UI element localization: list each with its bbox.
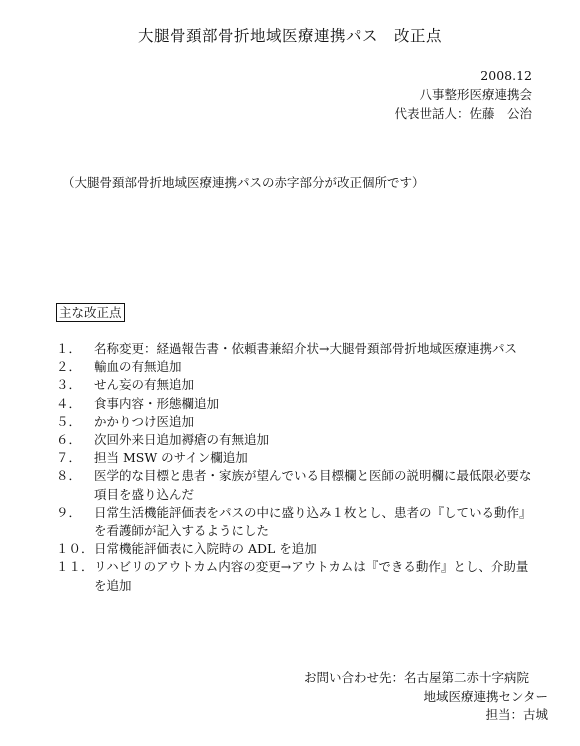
- item-number: １．: [56, 341, 82, 356]
- list-item: [56, 558, 556, 594]
- item-line: せん妄の有無追加: [94, 377, 195, 393]
- item-number: ６．: [56, 432, 82, 448]
- item-line: を看護師が記入するようにした: [94, 523, 270, 539]
- item-line: 名称変更：経過報告書・依頼書兼紹介状→大腿骨頚部骨折地域医療連携パス: [94, 341, 517, 356]
- section-heading: 主な改正点: [56, 303, 125, 322]
- item-text: [94, 395, 556, 413]
- item-line: かかりつけ医追加: [94, 413, 195, 429]
- list-item: [56, 431, 556, 449]
- item-number: ９．: [56, 504, 82, 520]
- item-text: [94, 431, 556, 449]
- item-text: [94, 413, 556, 431]
- list-item: [56, 358, 556, 376]
- item-line: リハビリのアウトカム内容の変更→アウトカムは『できる動作』とし、介助量: [94, 559, 529, 575]
- document-title: 大腿骨頚部骨折地域医療連携パス 改正点: [137, 27, 442, 45]
- item-number: ７．: [56, 450, 82, 466]
- list-item: [56, 395, 556, 413]
- list-item: [56, 340, 556, 358]
- header-info: [394, 66, 532, 123]
- item-text: [94, 558, 556, 594]
- item-text: [94, 540, 556, 558]
- list-item: [56, 413, 556, 431]
- item-text: [94, 340, 556, 358]
- item-number: ２．: [56, 359, 82, 375]
- item-text: [94, 504, 556, 540]
- item-line: 担当 MSW のサイン欄追加: [94, 450, 248, 466]
- item-line: 食事内容・形態欄追加: [94, 395, 220, 411]
- item-line: 項目を盛り込んだ: [94, 486, 195, 502]
- item-text: [94, 467, 556, 503]
- revision-note: （大腿骨頚部骨折地域医療連携パスの赤字部分が改正個所です）: [62, 175, 425, 190]
- contact-department: 地域医療連携センター: [423, 688, 548, 704]
- item-number: １１．: [56, 559, 94, 575]
- item-number: ８．: [56, 468, 82, 484]
- item-text: [94, 376, 556, 394]
- item-line: 輸血の有無追加: [94, 359, 182, 375]
- item-line: 日常生活機能評価表をパスの中に盛り込み１枚とし、患者の『している動作』: [94, 504, 532, 520]
- item-line: 医学的な目標と患者・家族が望んでいる目標欄と医師の説明欄に最低限必要な: [94, 468, 532, 484]
- item-line: 日常機能評価表に入院時の ADL を追加: [94, 541, 317, 557]
- organization-name: 八事整形医療連携会: [419, 87, 532, 102]
- list-item: [56, 467, 556, 503]
- contact-person: 担当：古城: [485, 707, 548, 722]
- contact-info: [304, 669, 550, 725]
- revision-list: [56, 340, 556, 595]
- list-item: [56, 504, 556, 540]
- item-number: １０．: [56, 541, 94, 557]
- list-item: [56, 449, 556, 467]
- item-text: [94, 449, 556, 467]
- document-date: 2008.12: [480, 68, 532, 83]
- list-item: [56, 376, 556, 394]
- item-text: [94, 358, 556, 376]
- contact-line: お問い合わせ先：名古屋第二赤十字病院: [304, 670, 530, 685]
- item-number: ５．: [56, 413, 82, 429]
- item-number: ４．: [56, 395, 82, 411]
- representative-name: 代表世話人：佐藤 公治: [394, 106, 532, 121]
- item-number: ３．: [56, 377, 82, 393]
- list-item: [56, 540, 556, 558]
- item-line: 次回外来日追加褥瘡の有無追加: [94, 432, 270, 448]
- item-line: を追加: [94, 577, 132, 593]
